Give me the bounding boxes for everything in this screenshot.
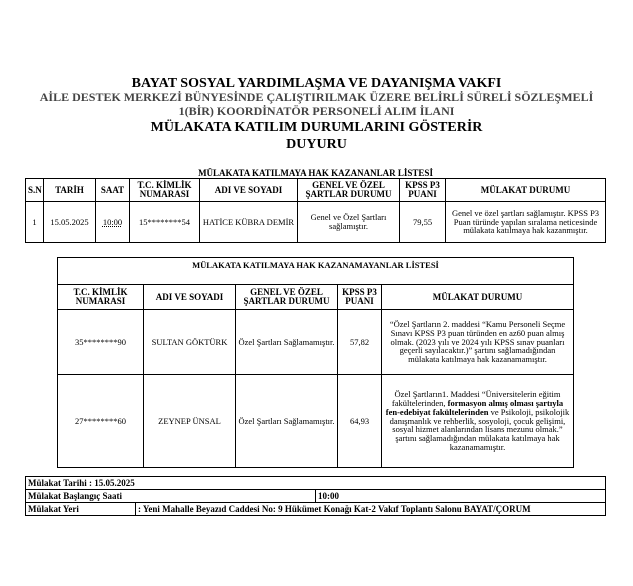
- cell-conditions: Özel Şartları Sağlamamıştır.: [236, 375, 338, 468]
- cell-conditions: Genel ve Özel Şartları sağlamıştır.: [298, 202, 400, 243]
- interview-place-label: Mülakat Yeri: [26, 503, 136, 516]
- col-conditions: GENEL VE ÖZEL ŞARTLAR DURUMU: [236, 285, 338, 310]
- col-status: MÜLAKAT DURUMU: [446, 179, 606, 202]
- cell-status: Genel ve özel şartları sağlamıştır. KPSS P3 Puan türünde yapılan sıralama neticesinde mülakata katılmaya hak kazanmıştır.: [446, 202, 606, 243]
- col-time: SAAT: [96, 179, 130, 202]
- col-kpss: KPSS P3 PUANI: [338, 285, 382, 310]
- interview-start-time: 10:00: [316, 490, 606, 503]
- status-text-emphasis: formasyon almış olması şartıyla fen-edebiyat fakültelerinden: [385, 397, 564, 417]
- interview-info-table: [25, 476, 606, 516]
- cell-tc: 35********90: [58, 310, 144, 375]
- col-conditions: GENEL VE ÖZEL ŞARTLAR DURUMU: [298, 179, 400, 202]
- col-name: ADI VE SOYADI: [200, 179, 298, 202]
- cell-kpss: 79,55: [400, 202, 446, 243]
- cell-name: SULTAN GÖKTÜRK: [144, 310, 236, 375]
- table-row: [58, 310, 574, 375]
- cell-status: [382, 375, 574, 468]
- cell-time: [96, 202, 130, 243]
- cell-tc: 27********60: [58, 375, 144, 468]
- accepted-table: [25, 167, 606, 243]
- time-text: 10:00: [102, 216, 123, 227]
- accepted-table-title: MÜLAKATA KATILMAYA HAK KAZANANLAR LİSTESİ: [198, 167, 433, 178]
- cell-date: 15.05.2025: [44, 202, 96, 243]
- header-subtitle: AİLE DESTEK MERKEZİ BÜNYESİNDE ÇALIŞTIRILMAK ÜZERE BELİRLİ SÜRELİ SÖZLEŞMELİ: [39, 90, 594, 104]
- col-kpss: KPSS P3 PUANI: [400, 179, 446, 202]
- rejected-table-title: MÜLAKATA KATILMAYA HAK KAZANAMAYANLAR LİSTESİ: [58, 258, 574, 285]
- rejected-table: [57, 257, 574, 468]
- header-title: MÜLAKATA KATILIM DURUMLARINI GÖSTERİR: [150, 120, 483, 135]
- cell-kpss: 64,93: [338, 375, 382, 468]
- cell-conditions: Özel Şartları Sağlamamıştır.: [236, 310, 338, 375]
- header-duyuru: DUYURU: [286, 137, 347, 152]
- interview-date: Mülakat Tarihi : 15.05.2025: [26, 477, 606, 490]
- cell-name: HATİCE KÜBRA DEMİR: [200, 202, 298, 243]
- header-announcement: 1(BİR) KOORDİNATÖR PERSONELİ ALIM İLANI: [178, 104, 455, 118]
- col-name: ADI VE SOYADI: [144, 285, 236, 310]
- cell-name: ZEYNEP ÜNSAL: [144, 375, 236, 468]
- table-row: [58, 375, 574, 468]
- cell-sn: 1: [26, 202, 44, 243]
- interview-start-label: Mülakat Başlangıç Saati: [26, 490, 316, 503]
- cell-kpss: 57,82: [338, 310, 382, 375]
- col-status: MÜLAKAT DURUMU: [382, 285, 574, 310]
- status-text-part-1: Özel Şartların1. Maddesi “Üniversitelerin eğitim fakültelerinden,: [391, 388, 561, 408]
- cell-status: “Özel Şartların 2. maddesi “Kamu Personeli Seçme Sınavı KPSS P3 puan türünden en az60 puan almış olmak. (2023 yılı ve 2024 yılı KPSS sınav puanları geçerli sayılacaktır.)” şartını sağlamadığından mülakata katılmaya hak kazanamamıştır.: [382, 310, 574, 375]
- col-tc: T.C. KİMLİK NUMARASI: [130, 179, 200, 202]
- table-row: [26, 202, 606, 243]
- col-date: TARİH: [44, 179, 96, 202]
- header-foundation-name: BAYAT SOSYAL YARDIMLAŞMA VE DAYANIŞMA VAKFI: [131, 76, 502, 91]
- status-text-part-2: ve Psikoloji, psikolojik danışmanlık ve rehberlik, sosyoloji, çocuk gelişimi, sosyal hizmet alanlarından lisans mezunu olmak.” şartını sağlamadığından mülakata katılmaya hak kazanamamıştır.: [389, 406, 570, 453]
- interview-place: : Yeni Mahalle Beyazıd Caddesi No: 9 Hükümet Konağı Kat-2 Vakıf Toplantı Salonu BAYAT/ÇORUM: [136, 503, 606, 516]
- col-sn: S.N: [26, 179, 44, 202]
- col-tc: T.C. KİMLİK NUMARASI: [58, 285, 144, 310]
- cell-tc: 15********54: [130, 202, 200, 243]
